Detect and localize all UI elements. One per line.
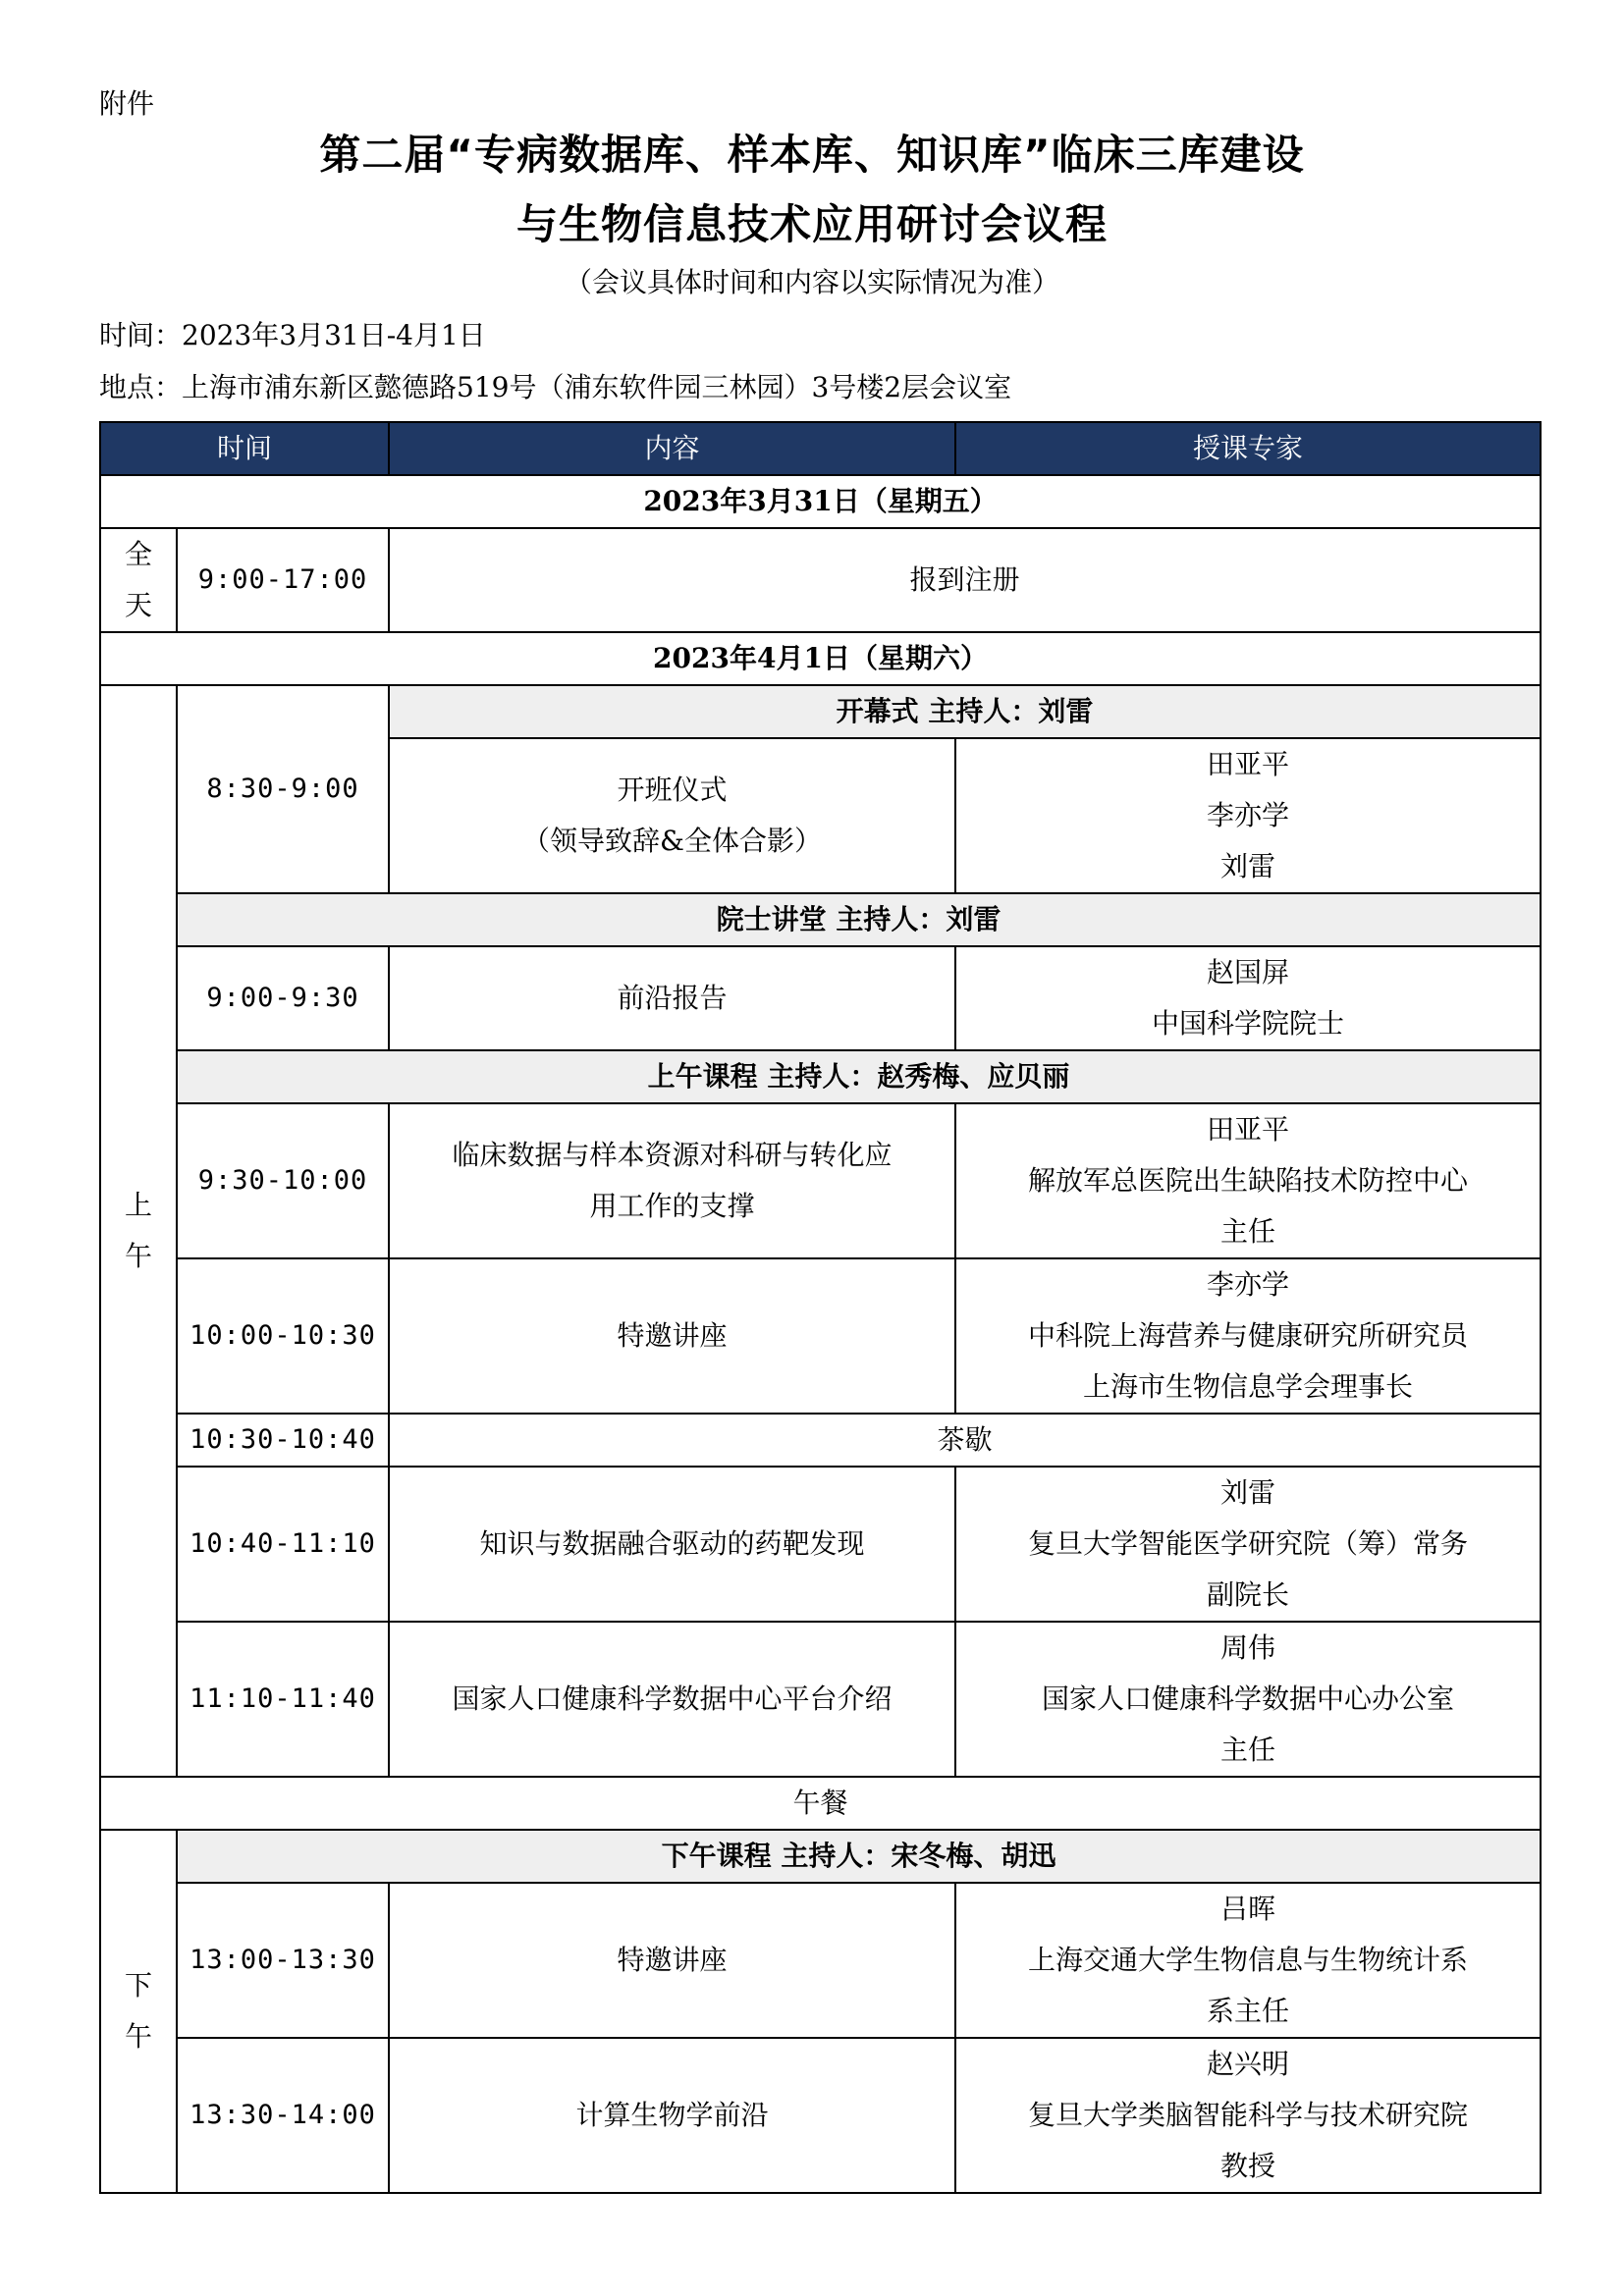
header-time: 时间 (100, 422, 389, 475)
session-time: 13:00-13:30 (177, 1883, 389, 2038)
session-time: 11:10-11:40 (177, 1622, 389, 1777)
session-time: 8:30-9:00 (177, 685, 389, 893)
session-expert: 吕晖 上海交通大学生物信息与生物统计系 系主任 (955, 1883, 1541, 2038)
session-time: 10:00-10:30 (177, 1258, 389, 1414)
session-content: 临床数据与样本资源对科研与转化应 用工作的支撑 (389, 1103, 955, 1258)
table-row (100, 1622, 1541, 1777)
session-expert: 赵国屏 中国科学院院士 (955, 946, 1541, 1050)
session-content: 前沿报告 (389, 946, 955, 1050)
period-label-afternoon: 下 午 (100, 1830, 177, 2193)
period-label-allday: 全 天 (100, 528, 177, 632)
table-row (100, 1258, 1541, 1414)
day-row (100, 475, 1541, 528)
day-row (100, 632, 1541, 685)
section-morning: 上午课程 主持人：赵秀梅、应贝丽 (177, 1050, 1541, 1103)
section-row (100, 1830, 1541, 1883)
session-content: 报到注册 (389, 528, 1541, 632)
lunch-label: 午餐 (100, 1777, 1541, 1830)
day1-date: 2023年3月31日（星期五） (100, 475, 1541, 528)
table-row (100, 2038, 1541, 2193)
session-content: 茶歇 (389, 1414, 1541, 1467)
table-row (100, 1414, 1541, 1467)
session-expert: 李亦学 中科院上海营养与健康研究所研究员 上海市生物信息学会理事长 (955, 1258, 1541, 1414)
header-content: 内容 (389, 422, 955, 475)
session-expert: 田亚平 解放军总医院出生缺陷技术防控中心 主任 (955, 1103, 1541, 1258)
section-row (100, 893, 1541, 946)
table-row (100, 1883, 1541, 2038)
lunch-row (100, 1777, 1541, 1830)
session-expert: 周伟 国家人口健康科学数据中心办公室 主任 (955, 1622, 1541, 1777)
section-afternoon: 下午课程 主持人：宋冬梅、胡迅 (177, 1830, 1541, 1883)
session-time: 9:30-10:00 (177, 1103, 389, 1258)
document-title-line1: 第二届“专病数据库、样本库、知识库”临床三库建设 (319, 131, 1305, 179)
session-time: 9:00-17:00 (177, 528, 389, 632)
session-time: 10:30-10:40 (177, 1414, 389, 1467)
table-row (100, 1467, 1541, 1622)
session-time: 10:40-11:10 (177, 1467, 389, 1622)
session-expert: 刘雷 复旦大学智能医学研究院（筹）常务 副院长 (955, 1467, 1541, 1622)
session-content: 开班仪式 （领导致辞&全体合影） (389, 738, 955, 893)
day2-date: 2023年4月1日（星期六） (100, 632, 1541, 685)
session-content: 特邀讲座 (389, 1258, 955, 1414)
section-academician: 院士讲堂 主持人：刘雷 (177, 893, 1541, 946)
session-expert: 赵兴明 复旦大学类脑智能科学与技术研究院 教授 (955, 2038, 1541, 2193)
table-row (100, 528, 1541, 632)
event-time: 时间：2023年3月31日-4月1日 (99, 319, 486, 351)
disclaimer-note: （会议具体时间和内容以实际情况为准） (564, 266, 1059, 298)
session-content: 特邀讲座 (389, 1883, 955, 2038)
session-time: 9:00-9:30 (177, 946, 389, 1050)
document-title-line2: 与生物信息技术应用研讨会议程 (515, 200, 1108, 248)
session-content: 知识与数据融合驱动的药靶发现 (389, 1467, 955, 1622)
session-content: 计算生物学前沿 (389, 2038, 955, 2193)
section-opening: 开幕式 主持人：刘雷 (389, 685, 1541, 738)
table-row (100, 946, 1541, 1050)
table-row (100, 1103, 1541, 1258)
attachment-label: 附件 (99, 87, 155, 120)
table-header-row (100, 422, 1541, 475)
event-location: 地点：上海市浦东新区懿德路519号（浦东软件园三林园）3号楼2层会议室 (99, 371, 1012, 403)
session-expert: 田亚平 李亦学 刘雷 (955, 738, 1541, 893)
agenda-table (99, 421, 1542, 2194)
section-row (100, 685, 1541, 738)
header-expert: 授课专家 (955, 422, 1541, 475)
session-time: 13:30-14:00 (177, 2038, 389, 2193)
session-content: 国家人口健康科学数据中心平台介绍 (389, 1622, 955, 1777)
period-label-morning: 上 午 (100, 685, 177, 1777)
section-row (100, 1050, 1541, 1103)
